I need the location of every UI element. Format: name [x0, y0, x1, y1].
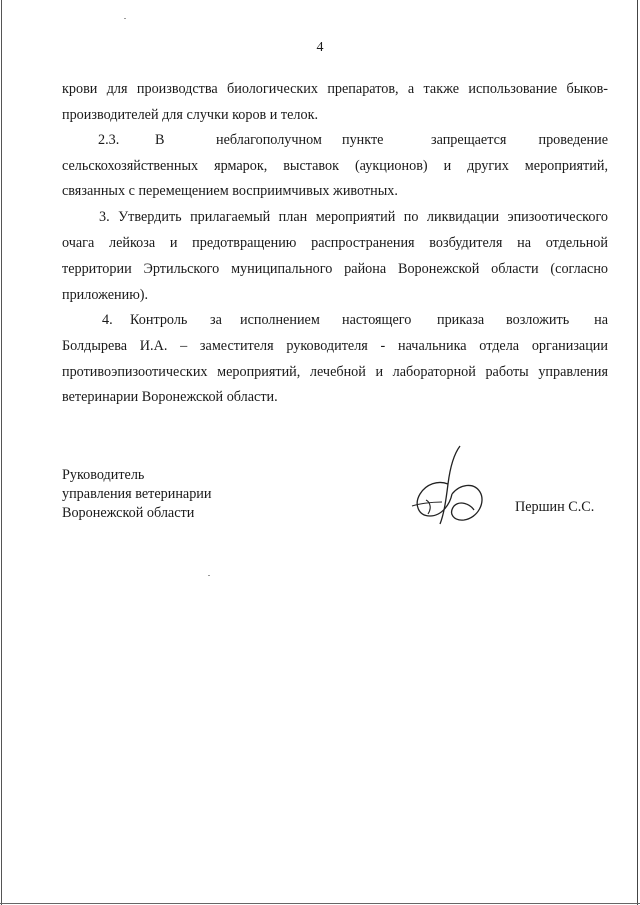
line-word: 4.: [102, 312, 113, 328]
line-word: 2.3.: [98, 132, 120, 148]
signatory-title-line: Воронежской области: [62, 505, 195, 521]
paragraph-line: крови для производства биологических препаратов, а также использование быков-: [62, 81, 608, 97]
signatory-title: [62, 466, 212, 523]
line-word: запрещается: [431, 132, 507, 148]
line-word: пункте: [342, 132, 384, 148]
paragraph-line: приложению).: [62, 287, 149, 303]
paragraph-line: противоэпизоотических мероприятий, лечебной и лабораторной работы управления: [62, 364, 608, 380]
line-word: возложить: [506, 312, 570, 328]
line-word: В: [155, 132, 165, 148]
scan-edge-right: [637, 0, 638, 905]
page-number: 4: [316, 40, 324, 55]
handwritten-signature: [408, 444, 500, 528]
scan-edge-left: [1, 0, 2, 905]
scan-speck: [124, 18, 126, 19]
paragraph-line: производителей для случки коров и телок.: [62, 107, 319, 123]
paragraph-first-line: [62, 311, 608, 329]
signatory-name: Першин С.С.: [515, 499, 595, 515]
scan-speck: [208, 575, 210, 576]
line-word: приказа: [437, 312, 485, 328]
paragraph-line: очага лейкоза и предотвращению распространения возбудителя на отдельной: [62, 235, 608, 251]
paragraph-line: территории Эртильского муниципального района Воронежской области (согласно: [62, 261, 608, 277]
paragraph-line: ветеринарии Воронежской области.: [62, 389, 278, 405]
paragraph-line: Болдырева И.А. – заместителя руководителя - начальника отдела организации: [62, 338, 608, 354]
line-word: за: [210, 312, 222, 328]
line-word: проведение: [538, 132, 608, 148]
scan-edge-bottom: [0, 903, 640, 904]
paragraph-line: сельскохозяйственных ярмарок, выставок (аукционов) и других мероприятий,: [62, 158, 608, 174]
line-word: на: [594, 312, 608, 328]
line-word: Контроль: [130, 312, 188, 328]
signatory-title-line: Руководитель: [62, 467, 145, 483]
paragraph-first-line: [62, 131, 608, 149]
line-word: исполнением: [240, 312, 320, 328]
line-word: неблагополучном: [216, 132, 322, 148]
paragraph-line: 3. Утвердить прилагаемый план мероприятий по ликвидации эпизоотического: [99, 209, 608, 225]
signatory-title-line: управления ветеринарии: [62, 486, 212, 502]
line-word: настоящего: [342, 312, 412, 328]
paragraph-line: связанных с перемещением восприимчивых животных.: [62, 183, 398, 199]
